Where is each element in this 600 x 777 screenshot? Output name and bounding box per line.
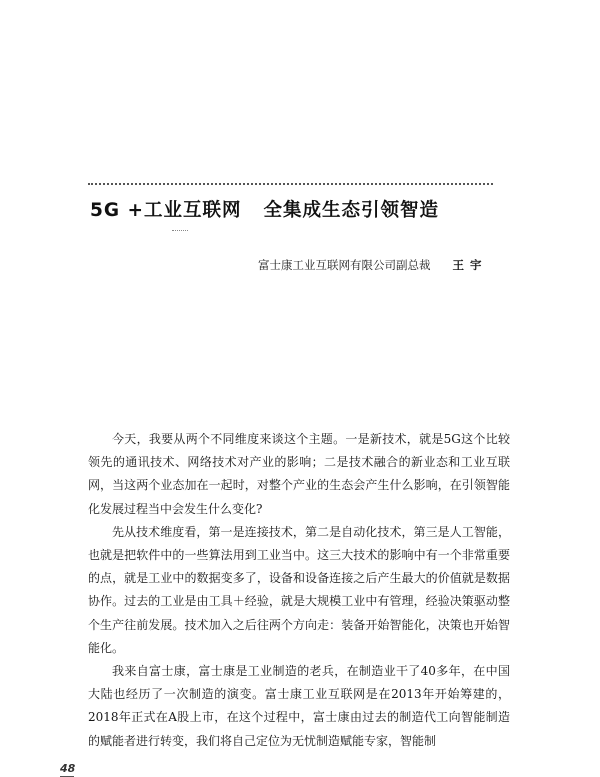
- article-title-part-2: 全集成生态引领智造: [263, 200, 440, 221]
- article-title-part-1: 5G +工业互联网: [90, 200, 242, 221]
- scan-artifact: [172, 230, 188, 231]
- body-paragraph-3: 我来自富士康，富士康是工业制造的老兵，在制造业干了40多年，在中国大陆也经历了一次制造的演变。富士康工业互联网是在2013年开始筹建的，2018年正式在A股上市，在这个过程中，富士康由过去的制造代工向智能制造的赋能者进行转变，我们将自己定位为无忧制造赋能专家，智能制: [88, 664, 510, 748]
- author-name: 王宇: [452, 258, 488, 272]
- body-paragraph-2: 先从技术维度看，第一是连接技术，第二是自动化技术，第三是人工智能，也就是把软件中的一些算法用到工业当中。这三大技术的影响中有一个非常重要的点，就是工业中的数据变多了，设备和设备连接之后产生最大的价值就是数据协作。过去的工业是由工具＋经验，就是大规模工业中有管理，经验决策驱动整个生产往前发展。技术加入之后往两个方向走：装备开始智能化，决策也开始智能化。: [88, 524, 510, 655]
- page-number: 48: [60, 762, 76, 775]
- header-dotted-rule: [88, 183, 493, 185]
- article-title: [90, 196, 520, 222]
- body-paragraph-1: 今天，我要从两个不同维度来谈这个主题。一是新技术，就是5G这个比较领先的通讯技术、网络技术对产业的影响；二是技术融合的新业态和工业互联网，当这两个业态加在一起时，对整个产业的生态会产生什么影响，在引领智能化发展过程当中会发生什么变化?: [88, 432, 510, 516]
- article-body: [88, 428, 510, 753]
- author-byline: [258, 257, 508, 273]
- author-title: 富士康工业互联网有限公司副总裁: [258, 258, 431, 272]
